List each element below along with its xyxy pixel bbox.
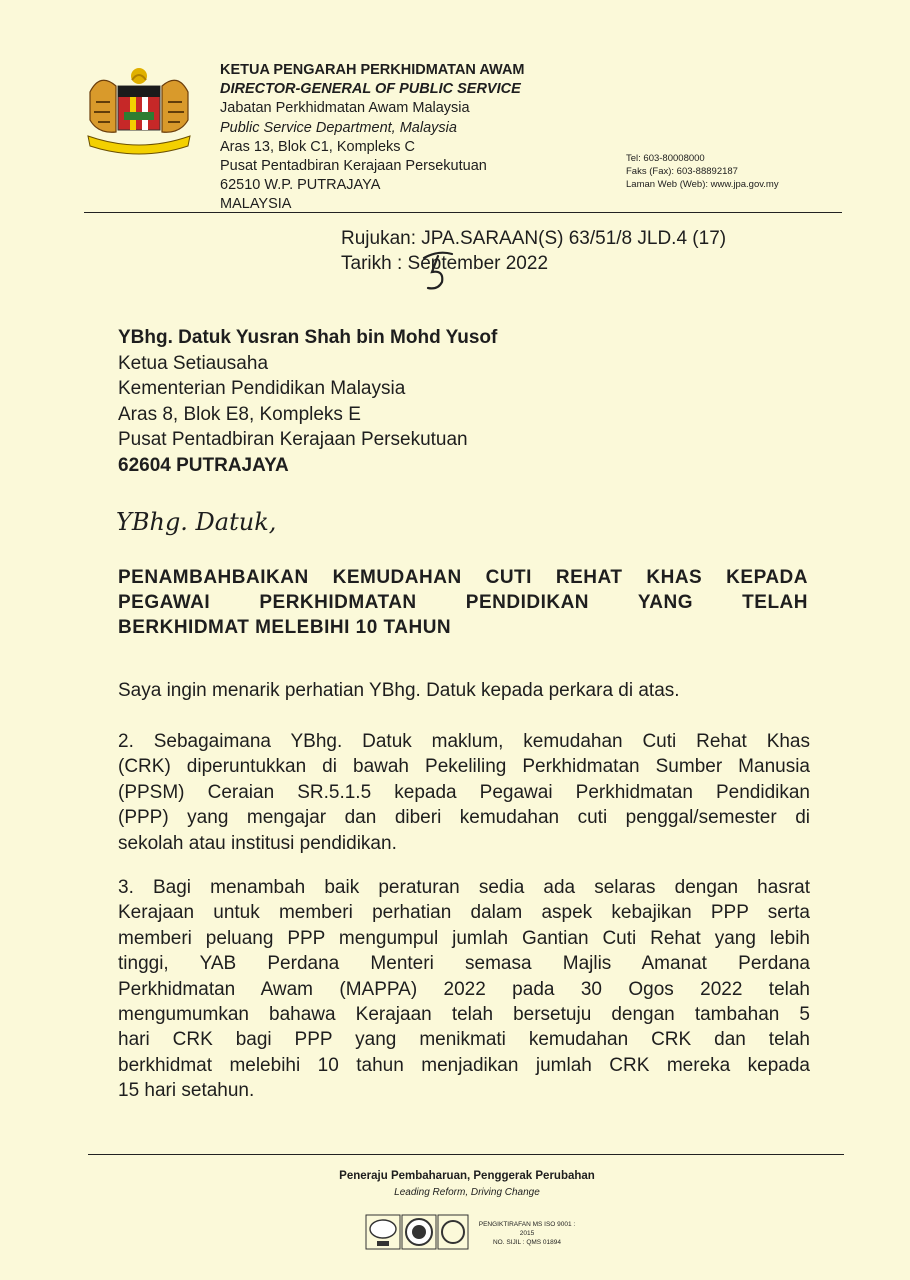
- reference-date: Tarikh : September 2022: [341, 253, 549, 274]
- paragraph-line: memberi peluang PPP mengumpul jumlah Gantian Cuti Rehat yang lebih: [118, 927, 810, 949]
- paragraph-line: 2. Sebagaimana YBhg. Datuk maklum, kemudahan Cuti Rehat Khas: [118, 731, 810, 752]
- reference-number: Rujukan: JPA.SARAAN(S) 63/51/8 JLD.4 (17): [341, 228, 727, 249]
- footer-motto: Peneraju Pembaharuan, Penggerak Perubahan: [339, 1170, 595, 1182]
- paragraph-1: Saya ingin menarik perhatian YBhg. Datuk kepada perkara di atas.: [118, 680, 680, 701]
- certification-text: [473, 1220, 581, 1247]
- paragraph-2: [118, 729, 810, 856]
- paragraph-line: 3. Bagi menambah baik peraturan sedia ada selaras dengan hasrat: [118, 877, 810, 898]
- subject-line: PEGAWAI PERKHIDMATAN PENDIDIKAN YANG TELAH: [118, 592, 808, 613]
- paragraph-line: Kerajaan untuk memberi perhatian dalam aspek kebajikan PPP serta: [118, 902, 810, 924]
- letterhead-dept-en: Public Service Department, Malaysia: [220, 119, 457, 136]
- subject-heading: [118, 565, 808, 640]
- salutation: YBhg. Datuk,: [116, 508, 277, 536]
- recipient-title: Ketua Setiausaha: [118, 352, 269, 374]
- handwritten-date-mark: [418, 244, 458, 294]
- recipient-addr-2: Pusat Pentadbiran Kerajaan Persekutuan: [118, 429, 468, 451]
- paragraph-line: Perkhidmatan Awam (MAPPA) 2022 pada 30 Ogos 2022 telah: [118, 978, 810, 1000]
- paragraph-line: hari CRK bagi PPP yang menikmati kemudahan CRK dan telah: [118, 1029, 810, 1051]
- certification-line: NO. SIJIL : QMS 01894: [492, 1239, 562, 1246]
- paragraph-line: mengumumkan bahawa Kerajaan telah bersetuju dengan tambahan 5: [118, 1004, 810, 1026]
- letterhead-title: KETUA PENGARAH PERKHIDMATAN AWAM: [220, 62, 525, 78]
- reference-block: [341, 226, 726, 276]
- header-divider: [84, 212, 842, 213]
- certification-line: PENGIKTIRAFAN MS ISO 9001 : 2015: [478, 1221, 576, 1237]
- paragraph-line: (PPP) yang mengajar dan diberi kemudahan cuti penggal/semester di: [118, 807, 810, 829]
- contact-web: Laman Web (Web): www.jpa.gov.my: [626, 179, 779, 190]
- paragraph-line: (CRK) diperuntukkan di bawah Pekeliling Perkhidmatan Sumber Manusia: [118, 756, 810, 778]
- letterhead-address-1: Aras 13, Blok C1, Kompleks C: [220, 138, 416, 155]
- coat-of-arms-logo: [80, 62, 198, 158]
- contact-block: [626, 152, 779, 191]
- letterhead-address-2: Pusat Pentadbiran Kerajaan Persekutuan: [220, 158, 487, 175]
- contact-fax: Faks (Fax): 603-88892187: [626, 166, 738, 177]
- letterhead-country: MALAYSIA: [220, 196, 292, 213]
- paragraph-line: berkhidmat melebihi 10 tahun menjadikan jumlah CRK mereka kepada: [118, 1054, 810, 1076]
- letterhead-dept: Jabatan Perkhidmatan Awam Malaysia: [220, 100, 470, 117]
- footer-motto-en: Leading Reform, Driving Change: [394, 1187, 540, 1198]
- paragraph-line: tinggi, YAB Perdana Menteri semasa Majlis Amanat Perdana: [118, 953, 810, 975]
- letterhead: [220, 61, 525, 215]
- recipient-address: [118, 325, 497, 479]
- paragraph-line: (PPSM) Ceraian SR.5.1.5 kepada Pegawai Perkhidmatan Pendidikan: [118, 781, 810, 803]
- paragraph-line: 15 hari setahun.: [118, 1080, 255, 1102]
- paragraph-3: [118, 875, 810, 1104]
- iso-certification-logos: [365, 1214, 469, 1250]
- subject-line: PENAMBAHBAIKAN KEMUDAHAN CUTI REHAT KHAS KEPADA: [118, 567, 808, 588]
- subject-line: BERKHIDMAT MELEBIHI 10 TAHUN: [118, 617, 452, 638]
- footer-divider: [88, 1154, 844, 1155]
- paragraph-line: sekolah atau institusi pendidikan.: [118, 832, 397, 854]
- recipient-name: YBhg. Datuk Yusran Shah bin Mohd Yusof: [118, 327, 498, 348]
- letterhead-title-en: DIRECTOR-GENERAL OF PUBLIC SERVICE: [220, 81, 521, 98]
- recipient-addr-1: Aras 8, Blok E8, Kompleks E: [118, 403, 361, 425]
- contact-tel: Tel: 603-80008000: [626, 153, 705, 164]
- recipient-city: 62604 PUTRAJAYA: [118, 454, 289, 476]
- letterhead-address-3: 62510 W.P. PUTRAJAYA: [220, 177, 381, 194]
- recipient-org: Kementerian Pendidikan Malaysia: [118, 378, 406, 400]
